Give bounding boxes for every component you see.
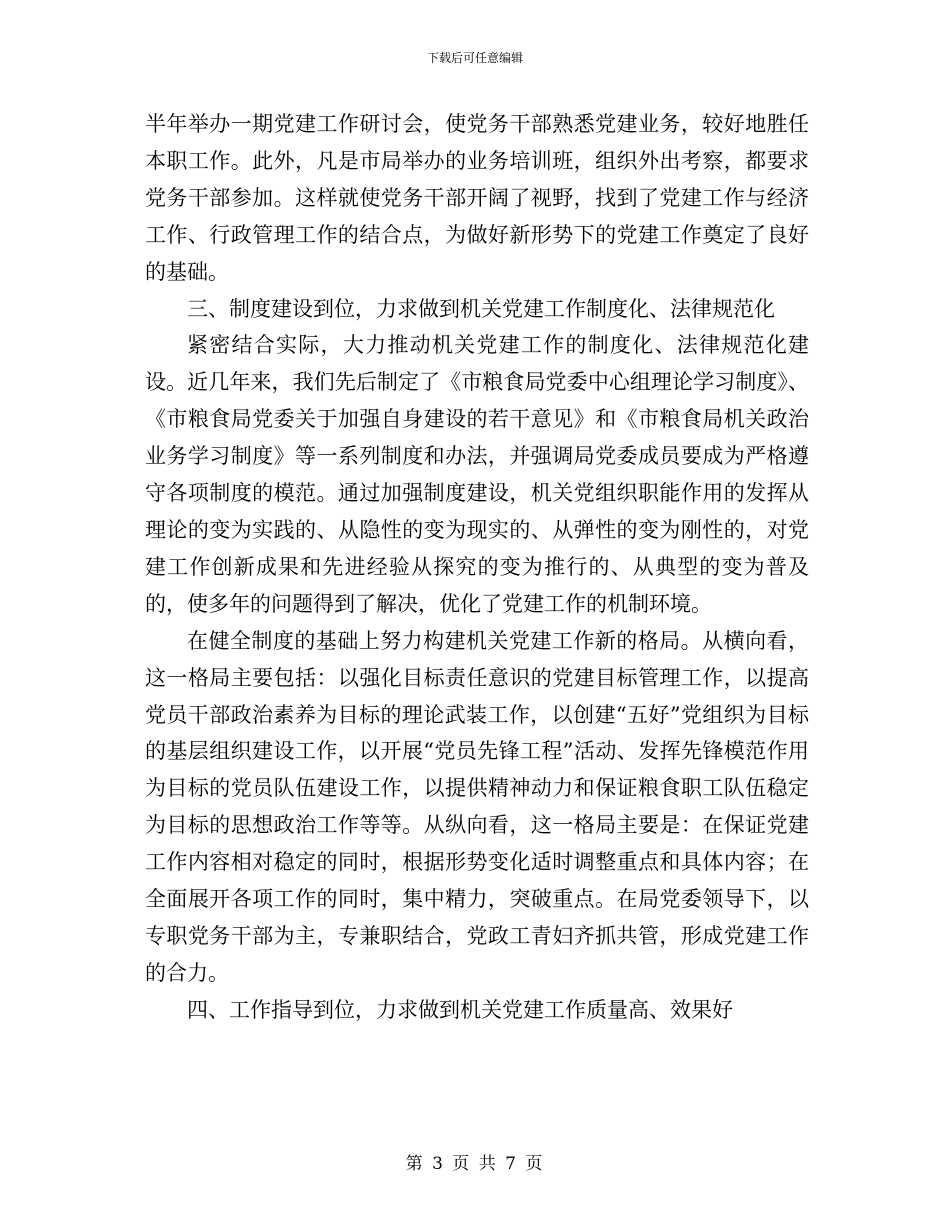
section-heading-three: 三、制度建设到位，力求做到机关党建工作制度化、法律规范化	[187, 296, 775, 321]
page-number-footer: 第 3 页 共 7 页	[405, 1154, 545, 1174]
document-body	[145, 106, 809, 1029]
page-header: 下载后可任意编辑	[426, 51, 523, 65]
section-heading-four: 四、工作指导到位，力求做到机关党建工作质量高、效果好	[187, 997, 733, 1022]
body-paragraph: 紧密结合实际，大力推动机关党建工作的制度化、法律规范化建设。近几年来，我们先后制定了《市粮食局党委中心组理论学习制度》、《市粮食局党委关于加强自身建设的若干意见》和《市粮食局机关政治业务学习制度》等一系列制度和办法，并强调局党委成员要成为严格遵守各项制度的模范。通过加强制度建设，机关党组织职能作用的发挥从理论的变为实践的、从隐性的变为现实的、从弹性的变为刚性的，对党建工作创新成果和先进经验从探究的变为推行的、从典型的变为普及的，使多年的问题得到了解决，优化了党建工作的机制环境。	[145, 333, 809, 616]
body-paragraph-continued: 半年举办一期党建工作研讨会，使党务干部熟悉党建业务，较好地胜任本职工作。此外，凡是市局举办的业务培训班，组织外出考察，都要求党务干部参加。这样就使党务干部开阔了视野，找到了党建工作与经济工作、行政管理工作的结合点，为做好新形势下的党建工作奠定了良好的基础。	[145, 112, 809, 284]
body-paragraph: 在健全制度的基础上努力构建机关党建工作新的格局。从横向看，这一格局主要包括：以强化目标责任意识的党建目标管理工作，以提高党员干部政治素养为目标的理论武装工作，以创建“五好”党组织为目标的基层组织建设工作，以开展“党员先锋工程”活动、发挥先锋模范作用为目标的党员队伍建设工作，以提供精神动力和保证粮食职工队伍稳定为目标的思想政治工作等等。从纵向看，这一格局主要是：在保证党建工作内容相对稳定的同时，根据形势变化适时调整重点和具体内容；在全面展开各项工作的同时，集中精力，突破重点。在局党委领导下，以专职党务干部为主，专兼职结合，党政工青妇齐抓共管，形成党建工作的合力。	[145, 628, 809, 985]
